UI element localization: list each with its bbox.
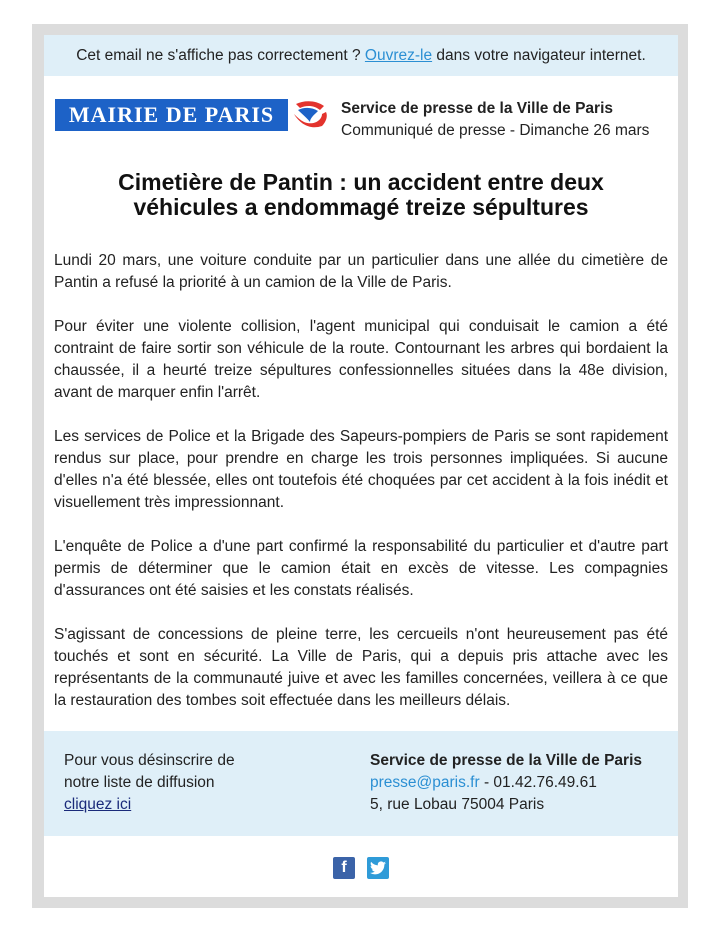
email-header xyxy=(44,76,678,154)
mairie-de-paris-logo[interactable] xyxy=(55,98,330,132)
email-frame xyxy=(32,24,688,908)
facebook-glyph: f xyxy=(341,859,347,876)
logo-wordmark: MAIRIE DE PARIS xyxy=(55,99,288,131)
twitter-bird-icon xyxy=(370,861,386,875)
email-sheet xyxy=(44,35,678,897)
email-footer xyxy=(44,731,678,836)
header-info xyxy=(341,98,649,142)
paragraph: Les services de Police et la Brigade des Sapeurs-pompiers de Paris se sont rapidement rendus sur place, pour prendre en charge les trois personnes impliquées. Si aucune d'elles n'a été blessée, elles ont toutefois été choquées par cet accident à la fois inédit et visuellement très impressionnant. xyxy=(54,428,668,511)
facebook-icon[interactable] xyxy=(333,857,355,879)
topbar-text-after: dans votre navigateur internet. xyxy=(432,47,646,64)
open-in-browser-link[interactable]: Ouvrez-le xyxy=(364,47,433,64)
view-in-browser-bar xyxy=(44,35,678,76)
paragraph: Lundi 20 mars, une voiture conduite par un particulier dans une allée du cimetière de Pantin a refusé la priorité à un camion de la Ville de Paris. xyxy=(54,252,668,291)
topbar-text-before: Cet email ne s'affiche pas correctement ? xyxy=(76,47,365,64)
contact-line xyxy=(370,772,642,794)
contact-title: Service de presse de la Ville de Paris xyxy=(370,752,642,769)
social-links xyxy=(44,857,678,879)
contact-email-link[interactable]: presse@paris.fr xyxy=(370,774,480,791)
article-body xyxy=(44,220,678,712)
press-release-date: Communiqué de presse - Dimanche 26 mars xyxy=(341,122,650,139)
paris-emblem-icon xyxy=(290,98,330,132)
unsubscribe-block xyxy=(64,750,264,816)
paragraph: L'enquête de Police a d'une part confirmé la responsabilité du particulier et d'autre part permis de déterminer que le camion était en excès de vitesse. Les compagnies d'assurances ont été saisies et les constats réalisés. xyxy=(54,538,668,599)
contact-address: 5, rue Lobau 75004 Paris xyxy=(370,796,545,813)
contact-block xyxy=(370,750,642,816)
paragraph: S'agissant de concessions de pleine terre, les cercueils n'ont heureusement pas été touchés et sont en sécurité. La Ville de Paris, qui a depuis pris attache avec les représentants de la communauté juive et avec les familles concernées, veillera à ce que la restauration des tombes soit effectuée dans les meilleurs délais. xyxy=(54,626,668,709)
press-service-title: Service de presse de la Ville de Paris xyxy=(341,100,613,117)
paragraph: Pour éviter une violente collision, l'agent municipal qui conduisait le camion a été contraint de faire sortir son véhicule de la route. Contournant les arbres qui bordaient la chaussée, il a heurté treize sépultures confessionnelles situées dans la 48e division, avant de marquer enfin l'arrêt. xyxy=(54,318,668,401)
twitter-icon[interactable] xyxy=(367,857,389,879)
unsubscribe-link[interactable]: cliquez ici xyxy=(64,796,132,813)
unsubscribe-text-1: Pour vous désinscrire de xyxy=(64,752,235,769)
unsubscribe-text-2: notre liste de diffusion xyxy=(64,774,215,791)
contact-phone: - 01.42.76.49.61 xyxy=(479,774,597,791)
article-title: Cimetière de Pantin : un accident entre deux véhicules a endommagé treize sépultures xyxy=(118,169,604,220)
